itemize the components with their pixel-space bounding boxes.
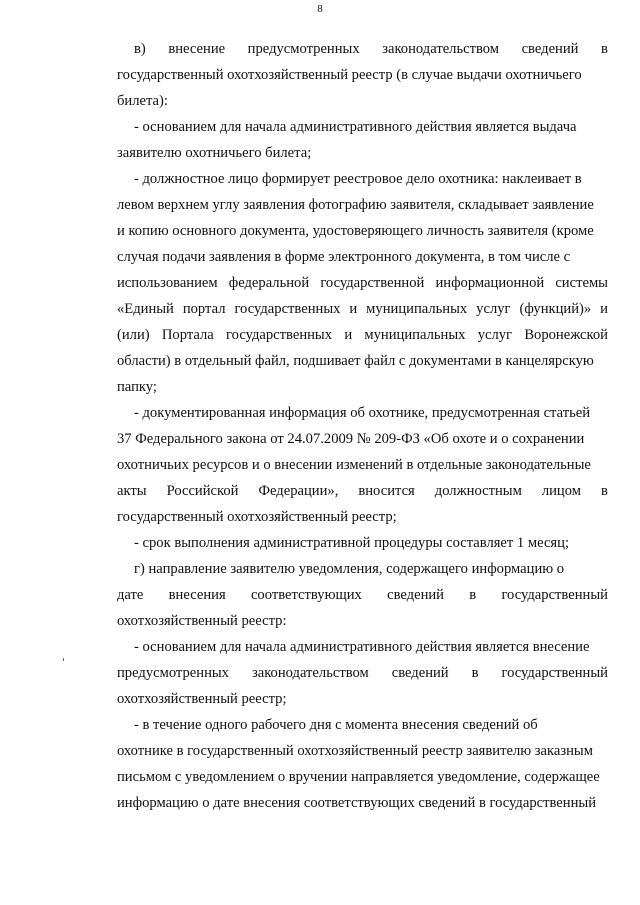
text-line-7: левом верхнем углу заявления фотографию заявителя, складывает заявление — [117, 197, 594, 213]
word: и — [349, 301, 358, 317]
text-line-6: - должностное лицо формирует реестровое дело охотника: наклеивает в — [134, 171, 582, 187]
word: предусмотренных — [117, 665, 229, 681]
word: сведений — [521, 41, 579, 57]
text-line-19: государственный охотхозяйственный реестр; — [117, 509, 397, 525]
text-line-22 — [117, 586, 608, 604]
word: законодательством — [382, 41, 500, 57]
word: лицом — [541, 483, 582, 499]
word: в — [471, 665, 479, 681]
text-line-30: информацию о дате внесения соответствующих сведений в государственный — [117, 795, 596, 811]
word: «Единый — [117, 301, 174, 317]
word: в) — [134, 41, 146, 57]
page-number: 8 — [317, 3, 323, 15]
word: системы — [555, 275, 608, 291]
text-line-17: охотничьих ресурсов и о внесении изменений в отдельные законодательные — [117, 457, 591, 473]
word: внесение — [168, 41, 226, 57]
word: должностным — [434, 483, 522, 499]
text-line-20: - срок выполнения административной процедуры составляет 1 месяц; — [134, 535, 570, 551]
text-line-4: - основанием для начала административного действия является выдача — [134, 119, 577, 135]
word: государственный — [501, 665, 608, 681]
text-line-13: области) в отдельный файл, подшивает файл с документами в канцелярскую — [117, 353, 594, 369]
word: предусмотренных — [247, 41, 360, 57]
word: дате — [117, 587, 144, 603]
word: законодательством — [251, 665, 369, 681]
word: и — [344, 327, 353, 343]
scan-mark — [63, 658, 64, 661]
text-line-18 — [117, 482, 608, 500]
word: в — [469, 587, 477, 603]
word: в — [601, 483, 608, 499]
word: соответствующих — [250, 587, 362, 603]
word: услуг — [477, 327, 513, 343]
text-line-15: - документированная информация об охотнике, предусмотренная статьей — [134, 405, 591, 421]
word: государственный — [501, 587, 608, 603]
text-line-25 — [117, 664, 608, 682]
text-line-27: - в течение одного рабочего дня с момента внесения сведений об — [134, 717, 538, 733]
word: и — [600, 301, 608, 317]
word: в — [601, 41, 608, 57]
text-line-8: и копию основного документа, удостоверяющего личность заявителя (кроме — [117, 223, 594, 239]
text-line-24: - основанием для начала административного действия является внесение — [134, 639, 590, 655]
word: государственной — [320, 275, 425, 291]
word: услуг — [476, 301, 511, 317]
word: государственных — [234, 301, 341, 317]
text-line-2: государственный охотхозяйственный реестр (в случае выдачи охотничьего — [117, 67, 582, 83]
word: Воронежской — [524, 327, 608, 343]
text-line-5: заявителю охотничьего билета; — [117, 145, 312, 161]
word: акты — [117, 483, 147, 499]
word: муниципальных — [364, 327, 466, 343]
word: федеральной — [228, 275, 310, 291]
text-line-11 — [117, 300, 608, 318]
word: Портала — [161, 327, 214, 343]
word: (функций)» — [519, 301, 592, 317]
word: портал — [182, 301, 226, 317]
word: Федерации», — [258, 483, 339, 499]
word: внесения — [168, 587, 226, 603]
text-line-28: охотнике в государственный охотхозяйственный реестр заявителю заказным — [117, 743, 593, 759]
text-line-1 — [134, 40, 608, 58]
word: информационной — [435, 275, 545, 291]
word: Российской — [166, 483, 239, 499]
word: сведений — [391, 665, 449, 681]
text-line-14: папку; — [117, 379, 157, 395]
word: сведений — [387, 587, 444, 603]
word: (или) — [117, 327, 150, 343]
word: государственных — [226, 327, 333, 343]
word: вносится — [358, 483, 415, 499]
text-line-16: 37 Федерального закона от 24.07.2009 № 209-ФЗ «Об охоте и о сохранении — [117, 431, 585, 447]
text-line-3: билета): — [117, 93, 168, 109]
text-line-29: письмом с уведомлением о вручении направляется уведомление, содержащее — [117, 769, 600, 785]
text-line-23: охотхозяйственный реестр: — [117, 613, 287, 629]
text-line-26: охотхозяйственный реестр; — [117, 691, 287, 707]
word: использованием — [117, 275, 218, 291]
word: муниципальных — [366, 301, 468, 317]
text-line-12 — [117, 326, 608, 344]
text-line-10 — [117, 274, 608, 292]
text-line-9: случая подачи заявления в форме электронного документа, в том числе с — [117, 249, 571, 265]
text-line-21: г) направление заявителю уведомления, содержащего информацию о — [134, 561, 565, 577]
